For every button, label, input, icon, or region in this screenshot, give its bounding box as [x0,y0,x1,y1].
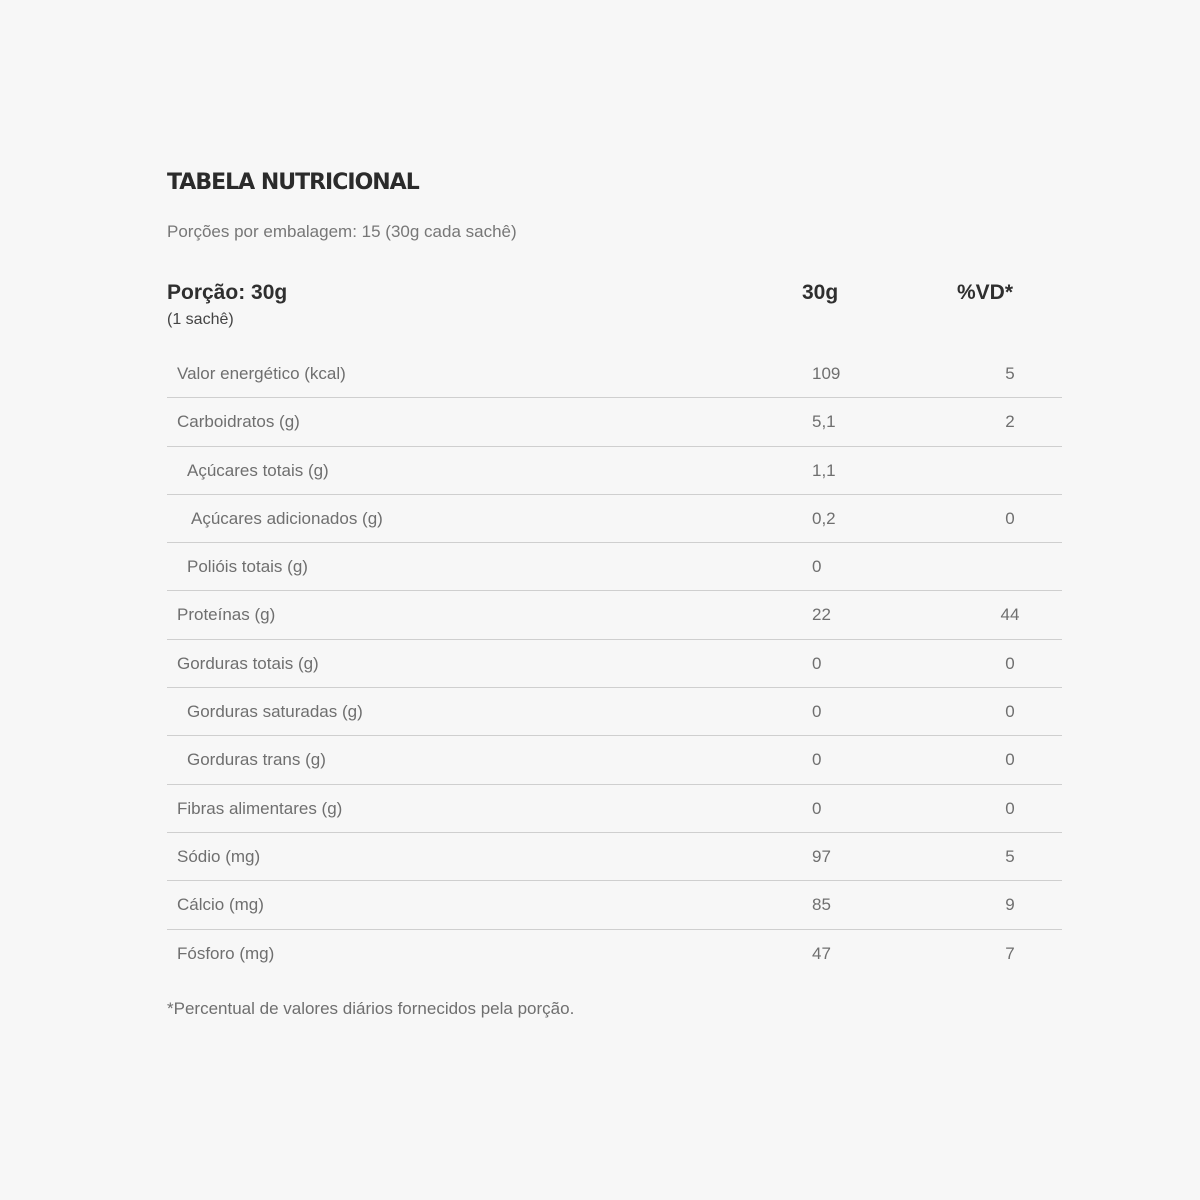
nutrient-label: Fibras alimentares (g) [177,798,343,818]
nutrient-label: Sódio (mg) [177,846,261,866]
nutrient-label: Gorduras totais (g) [177,653,319,673]
footnote: *Percentual de valores diários fornecidos pela porção. [167,999,575,1018]
header-portion: Porção: 30g [167,281,288,304]
table-row [167,688,1062,736]
nutrient-label: Açúcares adicionados (g) [191,508,383,528]
nutrient-label: Gorduras trans (g) [187,750,326,770]
nutrient-amount: 0 [812,702,822,722]
nutrient-vd: 9 [1005,895,1015,915]
table-row [167,833,1062,881]
nutrition-rows [167,350,1062,978]
nutrient-amount: 97 [812,846,831,866]
nutrient-vd: 44 [1000,605,1020,625]
nutrient-label: Proteínas (g) [177,605,276,625]
nutrient-amount: 22 [812,605,831,625]
nutrient-amount: 85 [812,895,831,915]
table-row [167,785,1062,833]
nutrient-label: Polióis totais (g) [187,557,308,577]
servings-per-package: Porções por embalagem: 15 (30g cada sachê) [167,222,517,241]
nutrient-label: Gorduras saturadas (g) [187,702,363,722]
header-portion-unit: (1 sachê) [167,311,234,328]
nutrient-vd: 0 [1005,750,1015,770]
table-row [167,736,1062,784]
table-row [167,495,1062,543]
table-row [167,881,1062,929]
nutrient-vd: 5 [1005,364,1015,383]
nutrient-amount: 0 [812,557,822,577]
nutrient-amount: 0 [812,750,822,770]
nutrient-amount: 1,1 [812,460,836,480]
page-title: TABELA NUTRICIONAL [167,170,419,195]
header-vd: %VD* [957,281,1014,304]
nutrient-amount: 0 [812,653,822,673]
table-row [167,591,1062,639]
table-row [167,543,1062,591]
nutrient-amount: 5,1 [812,412,836,432]
nutrient-vd: 5 [1005,846,1015,866]
nutrient-label: Carboidratos (g) [177,412,300,432]
nutrient-label: Valor energético (kcal) [177,364,346,383]
table-row [167,350,1062,398]
nutrient-amount: 47 [812,943,831,963]
nutrient-amount: 109 [812,364,841,383]
nutrient-label: Fósforo (mg) [177,943,275,963]
nutrient-vd: 0 [1005,508,1015,528]
nutrient-vd: 0 [1005,702,1015,722]
table-row [167,930,1062,978]
header-amount: 30g [802,281,839,304]
nutrient-vd: 2 [1005,412,1015,432]
nutrient-amount: 0 [812,798,822,818]
nutrient-vd: 0 [1005,653,1015,673]
nutrient-label: Cálcio (mg) [177,895,264,915]
table-row [167,640,1062,688]
nutrient-amount: 0,2 [812,508,836,528]
nutrient-vd: 0 [1005,798,1015,818]
table-row [167,447,1062,495]
nutrient-label: Açúcares totais (g) [187,460,329,480]
table-row [167,398,1062,446]
nutrient-vd: 7 [1005,943,1015,963]
